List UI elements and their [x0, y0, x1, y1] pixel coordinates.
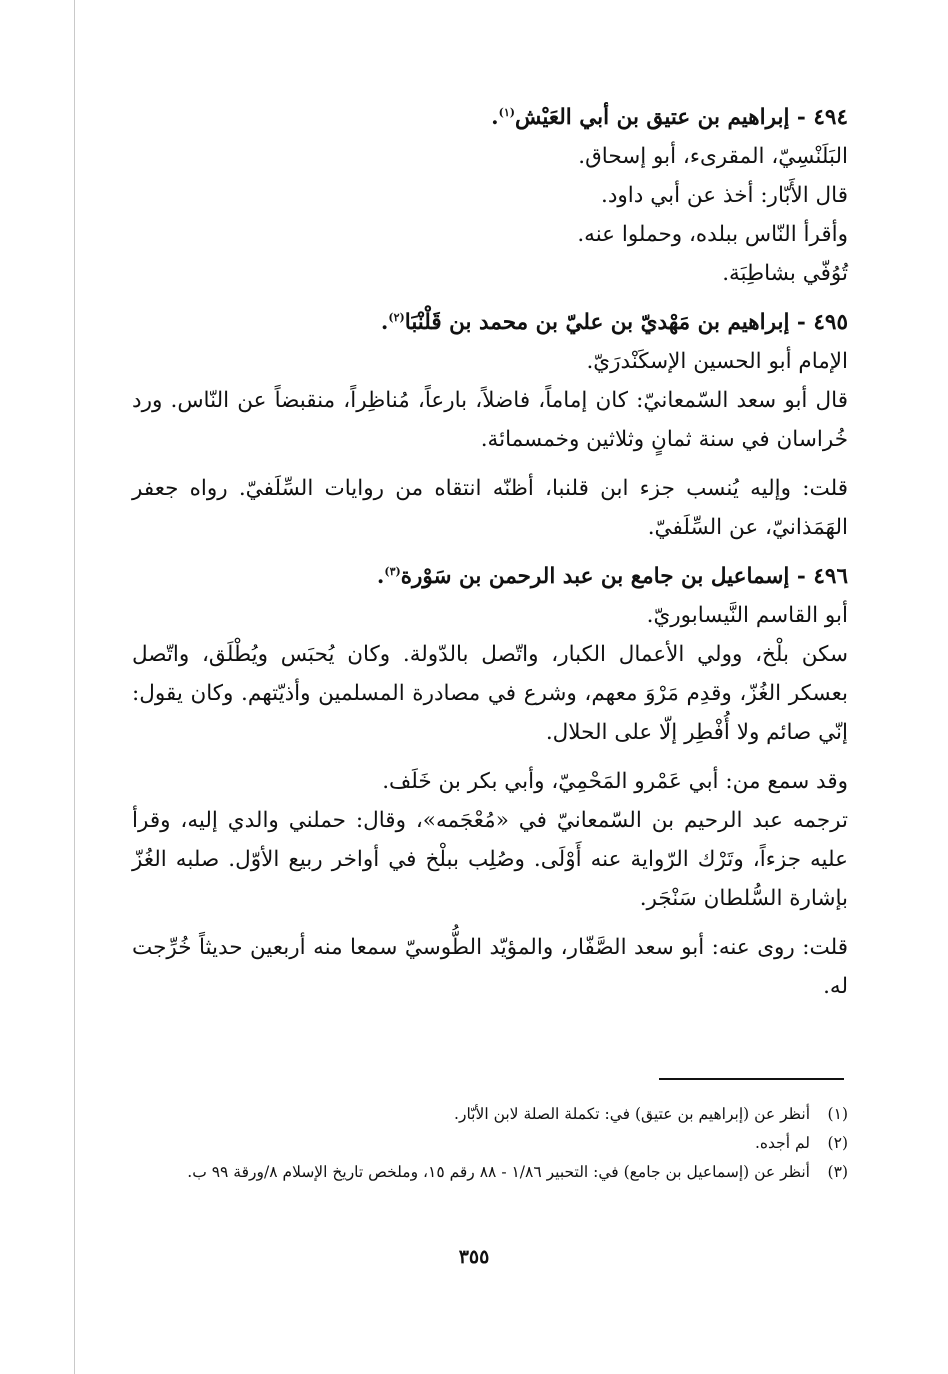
- footnote-item: [132, 1129, 848, 1158]
- entry-number: ٤٩٦ -: [796, 564, 848, 589]
- entry-number: ٤٩٥ -: [796, 310, 848, 335]
- entry-name: إبراهيم بن مَهْديّ بن عليّ بن محمد بن قَلْنْبَا: [404, 310, 790, 335]
- page-gutter-line: [74, 0, 75, 1374]
- entry-line: البَلَنْسِيّ، المقرىء، أبو إسحاق.: [578, 144, 848, 169]
- entry-paragraph: ترجمه عبد الرحيم بن السّمعانيّ في «مُعْجَمه»، وقال: حملني والدي إليه، وقرأ عليه جزءاً، وتَرْك الرّواية عنه أَوْلَى. وصُلِب ببلْخ في أواخر ربيع الأوّل. صلبه الغُزّ بإشارة السُّلطان سَنْجَر.: [132, 808, 848, 911]
- footnote-item: [132, 1158, 848, 1187]
- entry-495-heading: [132, 303, 848, 342]
- entry-line: قال الأَبّار: أخذ عن أبي داود.: [601, 183, 848, 208]
- entry-line: تُوُفّي بشاطِبَة.: [722, 261, 848, 286]
- heading-end: .: [380, 310, 389, 335]
- footnote-text: لم أجده.: [754, 1134, 810, 1152]
- footnote-mark: (١): [827, 1105, 848, 1123]
- footnote-separator: [659, 1078, 844, 1080]
- heading-end: .: [376, 564, 385, 589]
- footnote-ref: (١): [498, 105, 515, 119]
- entry-paragraph: وقد سمع من: أبي عَمْرو المَحْمِيّ، وأبي بكر بن خَلَف.: [382, 769, 848, 794]
- page-number: ٣٥٥: [458, 1246, 490, 1268]
- footnote-ref: (٣): [384, 564, 401, 578]
- entry-paragraph: قال أبو سعد السّمعانيّ: كان إماماً، فاضلاً، بارعاً، مُناظِراً، منقبضاً عن النّاس. ورد خُراسان في سنة ثمانٍ وثلاثين وخمسمائة.: [132, 388, 848, 452]
- entry-paragraph: سكن بلْخ، وولي الأعمال الكبار، واتّصل بالدّولة. وكان يُحبَس ويُطْلَق، واتّصل بعسكر الغُزّ، وقدِم مَرْوَ معهم، وشرع في مصادرة المسلمين وأذيّتهم. وكان يقول: إنّي صائم ولا أُفْطِر إلّا على الحلال.: [132, 642, 848, 745]
- footnote-ref: (٢): [388, 310, 405, 324]
- entry-name: إسماعيل بن جامع بن عبد الرحمن بن سَوْرة: [400, 564, 790, 589]
- entry-line: وأقرأ النّاس ببلده، وحملوا عنه.: [577, 222, 848, 247]
- footnote-mark: (٣): [827, 1163, 848, 1181]
- entry-494-heading: [132, 98, 848, 137]
- footnote-text: أنظر عن (إسماعيل بن جامع) في: التحبير ١/٨٦ - ٨٨ رقم ١٥، وملخص تاريخ الإسلام ٨/ورقة ٩٩ ب.: [187, 1163, 810, 1181]
- footnotes: [132, 1100, 848, 1187]
- entry-number: ٤٩٤ -: [796, 105, 848, 130]
- entry-line: الإمام أبو الحسين الإسكَنْدرَيّ.: [586, 349, 848, 374]
- entry-paragraph: قلت: روى عنه: أبو سعد الصَّفّار، والمؤيّد الطُّوسيّ سمعا منه أربعين حديثاً خُرِّجت له.: [132, 935, 848, 999]
- heading-end: .: [491, 105, 499, 130]
- entry-name: إبراهيم بن عتيق بن أبي العَيْش: [514, 105, 790, 130]
- footnote-item: [132, 1100, 848, 1129]
- entry-paragraph: قلت: وإليه يُنسب جزء ابن قلنبا، أظنّه انتقاه من روايات السِّلَفيّ. رواه جعفر الهَمَذانيّ، عن السِّلَفيّ.: [132, 476, 848, 540]
- footnote-text: أنظر عن (إبراهيم بن عتيق) في: تكملة الصلة لابن الأبّار.: [454, 1105, 810, 1123]
- main-text: [132, 98, 848, 1006]
- entry-line: أبو القاسم النَّيسابوريّ.: [646, 603, 848, 628]
- footnote-mark: (٢): [827, 1134, 848, 1152]
- entry-496-heading: [132, 557, 848, 596]
